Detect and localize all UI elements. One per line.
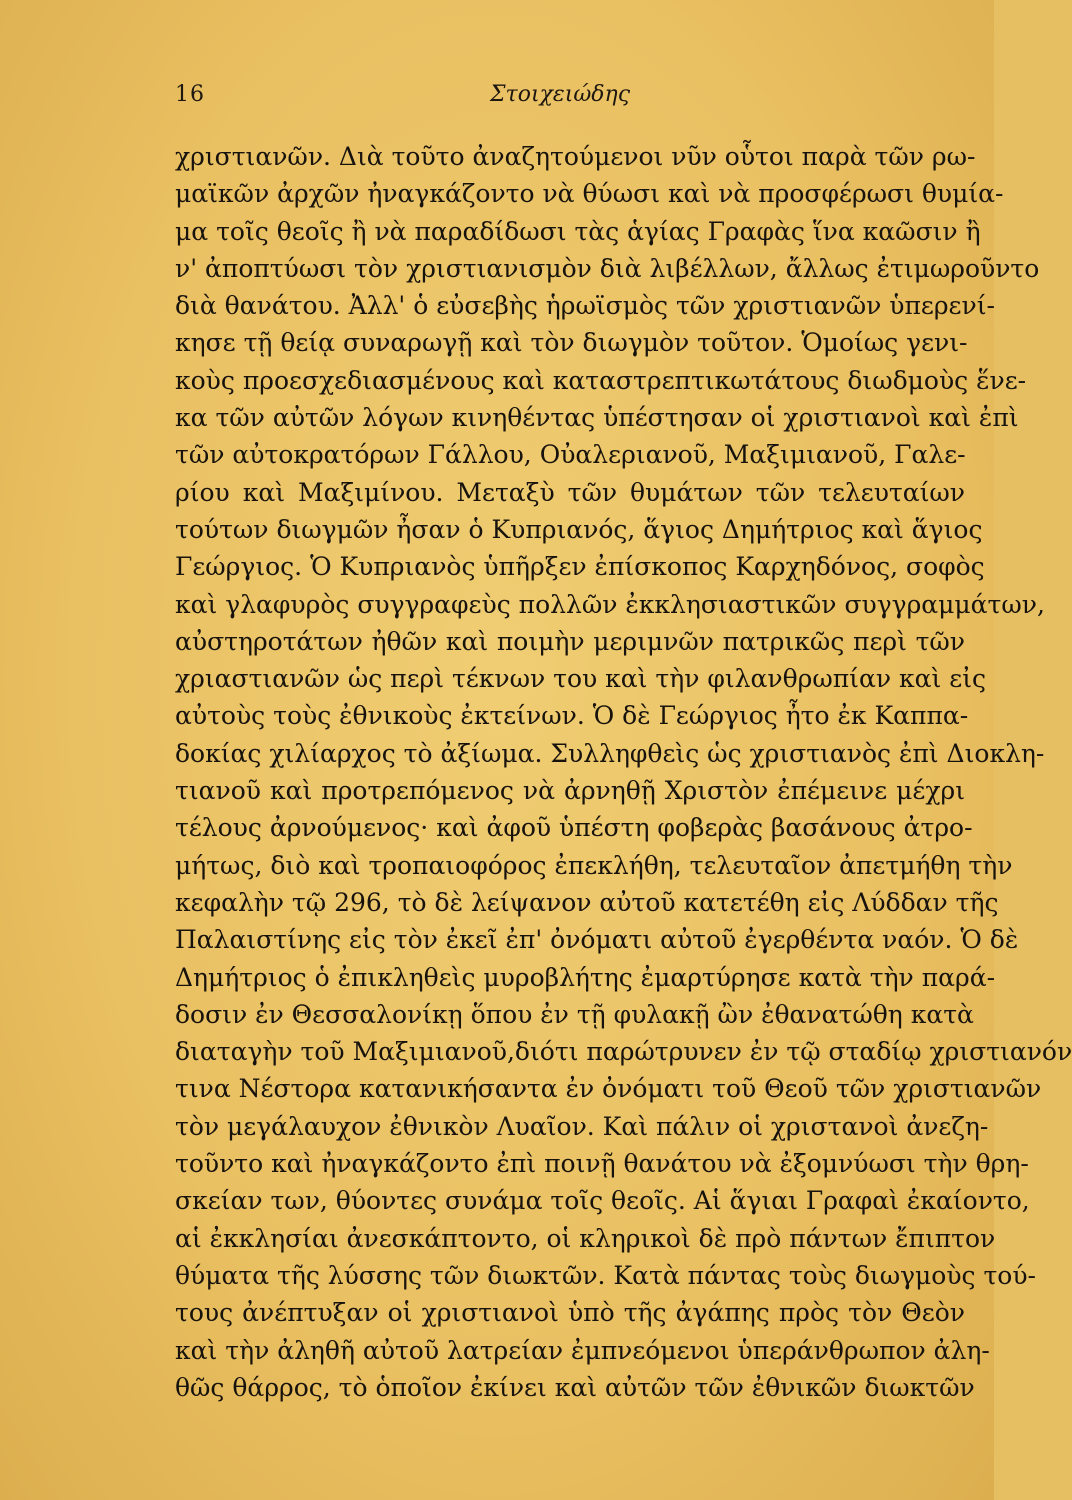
text-line: τοῦντο καὶ ἠναγκάζοντο ἐπὶ ποινῇ θανάτου νὰ ἐξομνύωσι τὴν θρη- <box>175 1149 1029 1179</box>
text-line: αἱ ἐκκλησίαι ἀνεσκάπτοντο, οἱ κληρικοὶ δὲ πρὸ πάντων ἔπιπτον <box>175 1223 996 1253</box>
body-text <box>175 138 1072 1406</box>
text-line: χριαστιανῶν ὡς περὶ τέκνων του καὶ τὴν φιλανθρωπίαν καὶ εἰς <box>175 664 987 694</box>
text-line: αὐτοὺς τοὺς ἐθνικοὺς ἐκτείνων. Ὁ δὲ Γεώργιος ἦτο ἐκ Καππα- <box>175 701 969 731</box>
text-line: αὐστηροτάτων ἠθῶν καὶ ποιμὴν μεριμνῶν πατρικῶς περὶ τῶν <box>175 626 965 656</box>
text-line: Δημήτριος ὁ ἐπικληθεὶς μυροβλήτης ἐμαρτύρησε κατὰ τὴν παρά- <box>175 962 996 992</box>
text-line: μα τοῖς θεοῖς ἢ νὰ παραδίδωσι τὰς ἁγίας Γραφὰς ἵνα καῶσιν ἢ <box>175 216 981 246</box>
text-line: διαταγὴν τοῦ Μαξιμιανοῦ,διότι παρώτρυνεν ἐν τῷ σταδίῳ χριστιανόν <box>175 1037 1072 1067</box>
text-line: κησε τῇ θείᾳ συναρωγῇ καὶ τὸν διωγμὸν τοῦτον. Ὁμοίως γενι- <box>175 328 968 358</box>
text-line: Γεώργιος. Ὁ Κυπριανὸς ὑπῆρξεν ἐπίσκοπος Καρχηδόνος, σοφὸς <box>175 552 985 582</box>
text-line: κεφαλὴν τῷ 296, τὸ δὲ λείψανον αὐτοῦ κατετέθη εἰς Λύδδαν τῆς <box>175 887 999 917</box>
text-line: δοκίας χιλίαρχος τὸ ἀξίωμα. Συλληφθεὶς ὡς χριστιανὸς ἐπὶ Διοκλη- <box>175 738 1045 768</box>
text-line: κοὺς προεσχεδιασμένους καὶ καταστρεπτικωτάτους διωδμοὺς ἕνε- <box>175 365 1027 395</box>
text-line: καὶ τὴν ἀληθῆ αὐτοῦ λατρείαν ἐμπνεόμενοι ὑπεράνθρωπον ἀλη- <box>175 1335 990 1365</box>
text-line: καὶ γλαφυρὸς συγγραφεὺς πολλῶν ἐκκλησιαστικῶν συγγραμμάτων, <box>175 589 1045 619</box>
text-line: τούτων διωγμῶν ἦσαν ὁ Κυπριανός, ἅγιος Δημήτριος καὶ ἅγιος <box>175 514 983 544</box>
text-line: τιανοῦ καὶ προτρεπόμενος νὰ ἀρνηθῇ Χριστὸν ἐπέμεινε μέχρι <box>175 776 965 806</box>
text-line: δοσιν ἐν Θεσσαλονίκῃ ὅπου ἐν τῇ φυλακῇ ὢν ἐθανατώθη κατὰ <box>175 999 974 1029</box>
text-line: τους ἀνέπτυξαν οἱ χριστιανοὶ ὑπὸ τῆς ἀγάπης πρὸς τὸν Θεὸν <box>175 1298 965 1328</box>
text-line: διὰ θανάτου. Ἀλλ' ὁ εὐσεβὴς ἡρωϊσμὸς τῶν χριστιανῶν ὑπερενί- <box>175 291 995 321</box>
text-line: θύματα τῆς λύσσης τῶν διωκτῶν. Κατὰ πάντας τοὺς διωγμοὺς τού- <box>175 1260 1036 1290</box>
text-line: χριστιανῶν. Διὰ τοῦτο ἀναζητούμενοι νῦν οὗτοι παρὰ τῶν ρω- <box>175 142 976 171</box>
text-line: μαϊκῶν ἀρχῶν ἠναγκάζοντο νὰ θύωσι καὶ νὰ προσφέρωσι θυμία- <box>175 179 1004 209</box>
text-line: ρίου καὶ Μαξιμίνου. Μεταξὺ τῶν θυμάτων τῶν τελευταίων <box>175 477 965 507</box>
running-head: Στοιχειώδης <box>490 82 631 107</box>
text-line: τινα Νέστορα κατανικήσαντα ἐν ὀνόματι τοῦ Θεοῦ τῶν χριστιανῶν <box>175 1074 1042 1104</box>
text-line: κα τῶν αὐτῶν λόγων κινηθέντας ὑπέστησαν οἱ χριστιανοὶ καὶ ἐπὶ <box>175 403 1019 433</box>
text-line: ν' ἀποπτύωσι τὸν χριστιανισμὸν διὰ λιβέλλων, ἄλλως ἐτιμωροῦντο <box>175 253 1040 283</box>
text-line: σκείαν των, θύοντες συνάμα τοῖς θεοῖς. Αἱ ἅγιαι Γραφαὶ ἐκαίοντο, <box>175 1186 1030 1216</box>
text-line: τῶν αὐτοκρατόρων Γάλλου, Οὐαλεριανοῦ, Μαξιμιανοῦ, Γαλε- <box>175 440 966 470</box>
page-number: 16 <box>175 82 205 107</box>
text-line: τὸν μεγάλαυχον ἐθνικὸν Λυαῖον. Καὶ πάλιν οἱ χριστανοὶ ἀνεζη- <box>175 1111 989 1141</box>
text-line: τέλους ἀρνούμενος· καὶ ἀφοῦ ὑπέστη φοβερὰς βασάνους ἀτρο- <box>175 813 973 843</box>
text-line: Παλαιστίνης εἰς τὸν ἐκεῖ ἐπ' ὀνόματι αὐτοῦ ἐγερθέντα ναόν. Ὁ δὲ <box>175 925 1019 955</box>
page-header <box>175 82 965 122</box>
text-line: μήτως, διὸ καὶ τροπαιοφόρος ἐπεκλήθη, τελευταῖον ἀπετμήθη τὴν <box>175 850 1013 880</box>
text-line: θῶς θάρρος, τὸ ὁποῖον ἐκίνει καὶ αὐτῶν τῶν ἐθνικῶν διωκτῶν <box>175 1372 975 1402</box>
